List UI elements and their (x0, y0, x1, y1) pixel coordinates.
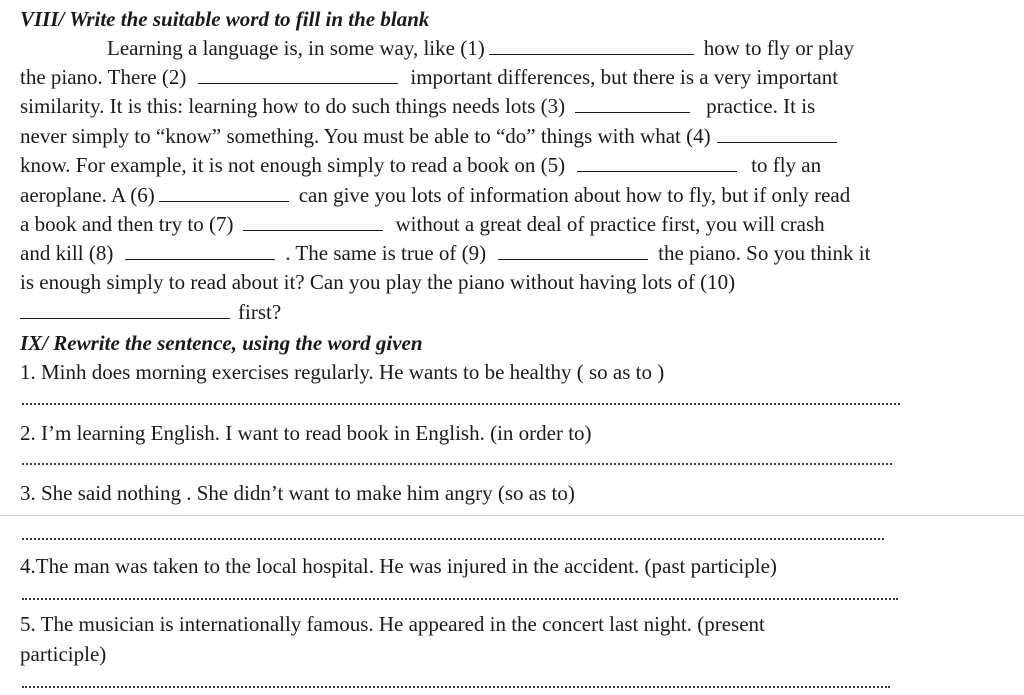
paragraph-line-9 (20, 268, 735, 296)
blank-4[interactable] (717, 124, 837, 143)
line-1-text-a: Learning a language is, in some way, like (1) (107, 36, 485, 60)
line-5-text-a: know. For example, it is not enough simply to read a book on (5) (20, 153, 566, 177)
answer-line-1[interactable] (22, 403, 900, 405)
paragraph-line-8 (20, 239, 870, 267)
line-2-text-b: important differences, but there is a very important (410, 65, 839, 89)
paragraph-line-10 (20, 298, 281, 326)
blank-8[interactable] (125, 241, 275, 260)
answer-line-5[interactable] (22, 686, 890, 688)
line-6-text-a: aeroplane. A (6) (20, 183, 155, 207)
line-3-text-b: practice. It is (706, 94, 816, 118)
line-8-text-c: the piano. So you think it (658, 241, 871, 265)
line-7-text-b: without a great deal of practice first, you will crash (395, 212, 825, 236)
blank-7[interactable] (243, 212, 383, 231)
answer-line-3[interactable] (22, 538, 884, 540)
paragraph-line-7 (20, 210, 825, 238)
answer-line-4[interactable] (22, 598, 898, 600)
line-6-text-b: can give you lots of information about how to fly, but if only read (298, 183, 851, 207)
line-2-text-a: the piano. There (2) (20, 65, 187, 89)
blank-2[interactable] (198, 65, 398, 84)
rewrite-item-5: 5. The musician is internationally famous. He appeared in the concert last night. (present (20, 612, 765, 636)
rewrite-item-5-cont: participle) (20, 642, 107, 666)
answer-line-2[interactable] (22, 463, 892, 465)
section-8-title: VIII/ Write the suitable word to fill in the blank (20, 7, 430, 31)
paragraph-line-5 (20, 151, 821, 179)
paragraph-line-3 (20, 92, 815, 120)
paragraph-line-1 (107, 34, 854, 62)
blank-9[interactable] (498, 241, 648, 260)
section-9-title: IX/ Rewrite the sentence, using the word given (20, 331, 423, 355)
line-3-text-a: similarity. It is this: learning how to do such things needs lots (3) (20, 94, 566, 118)
divider (0, 515, 1024, 516)
rewrite-item-2: 2. I’m learning English. I want to read book in English. (in order to) (20, 421, 592, 445)
line-10-text: first? (238, 300, 282, 324)
paragraph-line-6 (20, 181, 850, 209)
line-8-text-a: and kill (8) (20, 241, 114, 265)
rewrite-item-1: 1. Minh does morning exercises regularly. He wants to be healthy ( so as to ) (20, 360, 665, 384)
line-9-text-a: is enough simply to read about it? Can you play the piano without having lots of (10) (20, 270, 736, 294)
line-4-text-a: never simply to “know” something. You must be able to “do” things with what (4) (20, 124, 711, 148)
blank-6[interactable] (159, 183, 289, 202)
blank-3[interactable] (575, 94, 690, 113)
rewrite-item-3: 3. She said nothing . She didn’t want to make him angry (so as to) (20, 481, 575, 505)
paragraph-line-4 (20, 122, 841, 150)
paragraph-line-2 (20, 63, 838, 91)
blank-10[interactable] (20, 300, 230, 319)
blank-1[interactable] (489, 36, 694, 55)
rewrite-item-4: 4.The man was taken to the local hospital. He was injured in the accident. (past participle) (20, 554, 777, 578)
blank-5[interactable] (577, 153, 737, 172)
line-1-text-b: how to fly or play (703, 36, 855, 60)
line-5-text-b: to fly an (751, 153, 822, 177)
line-8-text-b: . The same is true of (9) (285, 241, 487, 265)
line-7-text-a: a book and then try to (7) (20, 212, 234, 236)
